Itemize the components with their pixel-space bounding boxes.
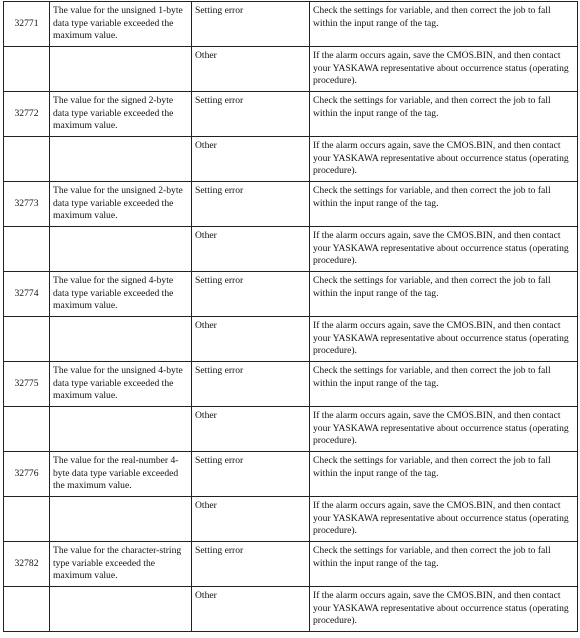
alarm-table — [3, 1, 578, 632]
alarm-code: 32771 — [4, 2, 50, 47]
empty-code-cell — [4, 317, 50, 362]
alarm-remedy: If the alarm occurs again, save the CMOS.BIN, and then contact your YASKAWA representative about occurrence status (operating procedure). — [310, 317, 578, 362]
alarm-remedy: If the alarm occurs again, save the CMOS.BIN, and then contact your YASKAWA representative about occurrence status (operating procedure). — [310, 227, 578, 272]
empty-message-cell — [50, 497, 192, 542]
alarm-remedy: Check the settings for variable, and then correct the job to fall within the input range of the tag. — [310, 362, 578, 407]
alarm-cause: Setting error — [192, 452, 310, 497]
empty-message-cell — [50, 407, 192, 452]
empty-code-cell — [4, 407, 50, 452]
alarm-code: 32776 — [4, 452, 50, 497]
alarm-message: The value for the unsigned 1-byte data type variable exceeded the maximum value. — [50, 2, 192, 47]
alarm-cause: Setting error — [192, 362, 310, 407]
alarm-remedy: Check the settings for variable, and then correct the job to fall within the input range of the tag. — [310, 92, 578, 137]
alarm-remedy: Check the settings for variable, and then correct the job to fall within the input range of the tag. — [310, 182, 578, 227]
empty-code-cell — [4, 587, 50, 632]
alarm-code: 32774 — [4, 272, 50, 317]
alarm-cause: Other — [192, 227, 310, 272]
empty-code-cell — [4, 227, 50, 272]
alarm-code: 32773 — [4, 182, 50, 227]
empty-message-cell — [50, 227, 192, 272]
alarm-cause: Setting error — [192, 92, 310, 137]
table-row — [4, 2, 578, 47]
alarm-remedy: If the alarm occurs again, save the CMOS.BIN, and then contact your YASKAWA representative about occurrence status (operating procedure). — [310, 587, 578, 632]
alarm-message: The value for the unsigned 4-byte data type variable exceeded the maximum value. — [50, 362, 192, 407]
alarm-message: The value for the signed 4-byte data type variable exceeded the maximum value. — [50, 272, 192, 317]
table-row — [4, 497, 578, 542]
table-row — [4, 362, 578, 407]
alarm-code: 32772 — [4, 92, 50, 137]
alarm-remedy: Check the settings for variable, and then correct the job to fall within the input range of the tag. — [310, 542, 578, 587]
empty-message-cell — [50, 47, 192, 92]
empty-message-cell — [50, 137, 192, 182]
table-row — [4, 92, 578, 137]
table-row — [4, 47, 578, 92]
table-row — [4, 272, 578, 317]
table-row — [4, 317, 578, 362]
empty-code-cell — [4, 137, 50, 182]
alarm-message: The value for the character-string type variable exceeded the maximum value. — [50, 542, 192, 587]
alarm-remedy: If the alarm occurs again, save the CMOS.BIN, and then contact your YASKAWA representative about occurrence status (operating procedure). — [310, 47, 578, 92]
table-row — [4, 407, 578, 452]
alarm-code: 32782 — [4, 542, 50, 587]
alarm-remedy: Check the settings for variable, and then correct the job to fall within the input range of the tag. — [310, 452, 578, 497]
alarm-cause: Other — [192, 587, 310, 632]
alarm-message: The value for the unsigned 2-byte data type variable exceeded the maximum value. — [50, 182, 192, 227]
table-row — [4, 542, 578, 587]
empty-code-cell — [4, 47, 50, 92]
alarm-remedy: If the alarm occurs again, save the CMOS.BIN, and then contact your YASKAWA representative about occurrence status (operating procedure). — [310, 407, 578, 452]
alarm-cause: Setting error — [192, 182, 310, 227]
table-row — [4, 182, 578, 227]
table-row — [4, 452, 578, 497]
table-row — [4, 137, 578, 182]
table-row — [4, 227, 578, 272]
alarm-cause: Setting error — [192, 542, 310, 587]
alarm-remedy: If the alarm occurs again, save the CMOS.BIN, and then contact your YASKAWA representative about occurrence status (operating procedure). — [310, 497, 578, 542]
alarm-cause: Other — [192, 497, 310, 542]
alarm-cause: Other — [192, 317, 310, 362]
empty-message-cell — [50, 317, 192, 362]
empty-code-cell — [4, 497, 50, 542]
alarm-cause: Setting error — [192, 2, 310, 47]
alarm-cause: Other — [192, 407, 310, 452]
alarm-cause: Other — [192, 137, 310, 182]
alarm-cause: Other — [192, 47, 310, 92]
alarm-remedy: Check the settings for variable, and then correct the job to fall within the input range of the tag. — [310, 2, 578, 47]
alarm-remedy: If the alarm occurs again, save the CMOS.BIN, and then contact your YASKAWA representative about occurrence status (operating procedure). — [310, 137, 578, 182]
alarm-message: The value for the real-number 4-byte data type variable exceeded the maximum value. — [50, 452, 192, 497]
empty-message-cell — [50, 587, 192, 632]
alarm-remedy: Check the settings for variable, and then correct the job to fall within the input range of the tag. — [310, 272, 578, 317]
table-row — [4, 587, 578, 632]
alarm-code: 32775 — [4, 362, 50, 407]
alarm-cause: Setting error — [192, 272, 310, 317]
alarm-message: The value for the signed 2-byte data type variable exceeded the maximum value. — [50, 92, 192, 137]
